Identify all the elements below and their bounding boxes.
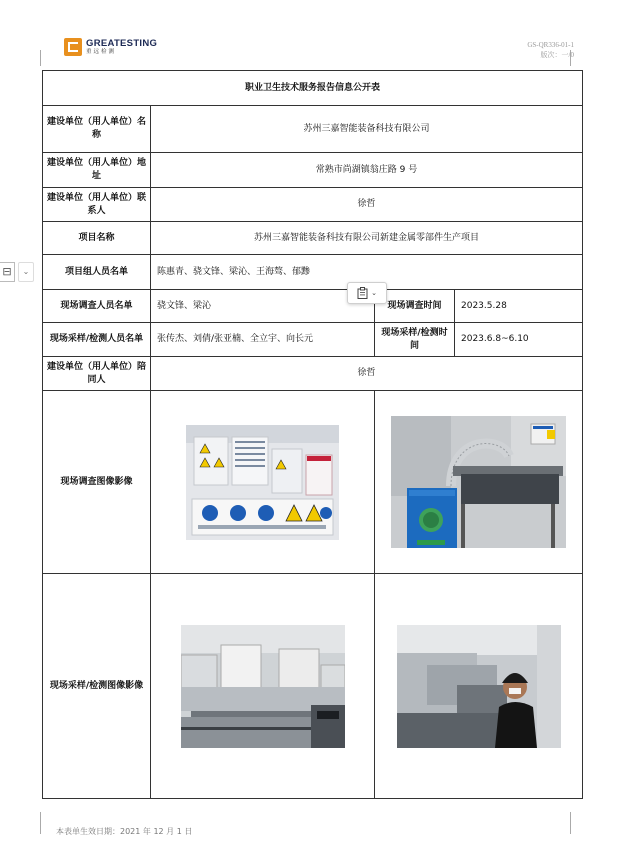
logo-icon [64, 38, 82, 56]
info-table [42, 70, 583, 799]
escort-label: 建设单位（用人单位）陪同人 [43, 357, 151, 391]
survey-images-label: 现场调查图像影像 [43, 391, 151, 574]
sampling-time-label: 现场采样/检测时间 [375, 323, 455, 357]
contact-person: 徐哲 [151, 188, 583, 222]
survey-staff: 骁文锋、梁沁 [151, 290, 375, 323]
team-members-label: 项目组人员名单 [43, 255, 151, 290]
doc-version: 版次：一/0 [540, 51, 574, 59]
employer-address-label: 建设单位（用人单位）地址 [43, 153, 151, 188]
project-name-label: 项目名称 [43, 222, 151, 255]
company-logo [64, 38, 157, 56]
team-members: 陈惠青、骁文锋、梁沁、王海骜、郁黪 [151, 255, 583, 290]
survey-photo-1-cell [151, 391, 375, 574]
table-title: 职业卫生技术服务报告信息公开表 [43, 71, 583, 106]
effective-date: 本表单生效日期：2021 年 12 月 1 日 [56, 827, 193, 836]
paste-options-button[interactable] [347, 282, 387, 304]
crop-mark [40, 812, 41, 834]
collapse-icon[interactable]: ⊟ [0, 262, 15, 282]
chevron-down-icon[interactable]: ⌄ [18, 262, 34, 282]
survey-photo-2-cell [375, 391, 583, 574]
clipboard-icon [357, 287, 368, 299]
employer-address: 常熟市尚湖镇翁庄路 9 号 [151, 153, 583, 188]
employer-name-label: 建设单位（用人单位）名称 [43, 106, 151, 153]
survey-photo-safety-signs [186, 425, 339, 540]
crop-mark [570, 812, 571, 834]
escort-person: 徐哲 [151, 357, 583, 391]
crop-mark [40, 50, 41, 66]
sampling-photo-worker [397, 625, 561, 748]
project-name: 苏州三嘉智能装备科技有限公司新建金属零部件生产项目 [151, 222, 583, 255]
survey-time: 2023.5.28 [455, 290, 583, 323]
survey-photo-fume-extractor [391, 416, 566, 548]
sampling-photo-machines [181, 625, 345, 748]
sampling-photo-1-cell [151, 574, 375, 799]
sampling-time: 2023.6.8~6.10 [455, 323, 583, 357]
side-toolbar [0, 262, 34, 282]
employer-name: 苏州三嘉智能装备科技有限公司 [151, 106, 583, 153]
contact-label: 建设单位（用人单位）联系人 [43, 188, 151, 222]
sampling-staff-label: 现场采样/检测人员名单 [43, 323, 151, 357]
chevron-down-icon: ⌄ [371, 289, 377, 297]
doc-code-number: GS-QR336-01-1 [527, 41, 574, 49]
logo-cn-text: 重远检测 [86, 48, 117, 55]
survey-staff-label: 现场调查人员名单 [43, 290, 151, 323]
document-code [527, 40, 574, 60]
sampling-staff: 张传杰、刘倩/张亚楠、全立宇、向长元 [151, 323, 375, 357]
survey-time-label: 现场调查时间 [375, 290, 455, 323]
sampling-images-label: 现场采样/检测图像影像 [43, 574, 151, 799]
logo-en-text: GREATESTING [86, 37, 158, 49]
sampling-photo-2-cell [375, 574, 583, 799]
